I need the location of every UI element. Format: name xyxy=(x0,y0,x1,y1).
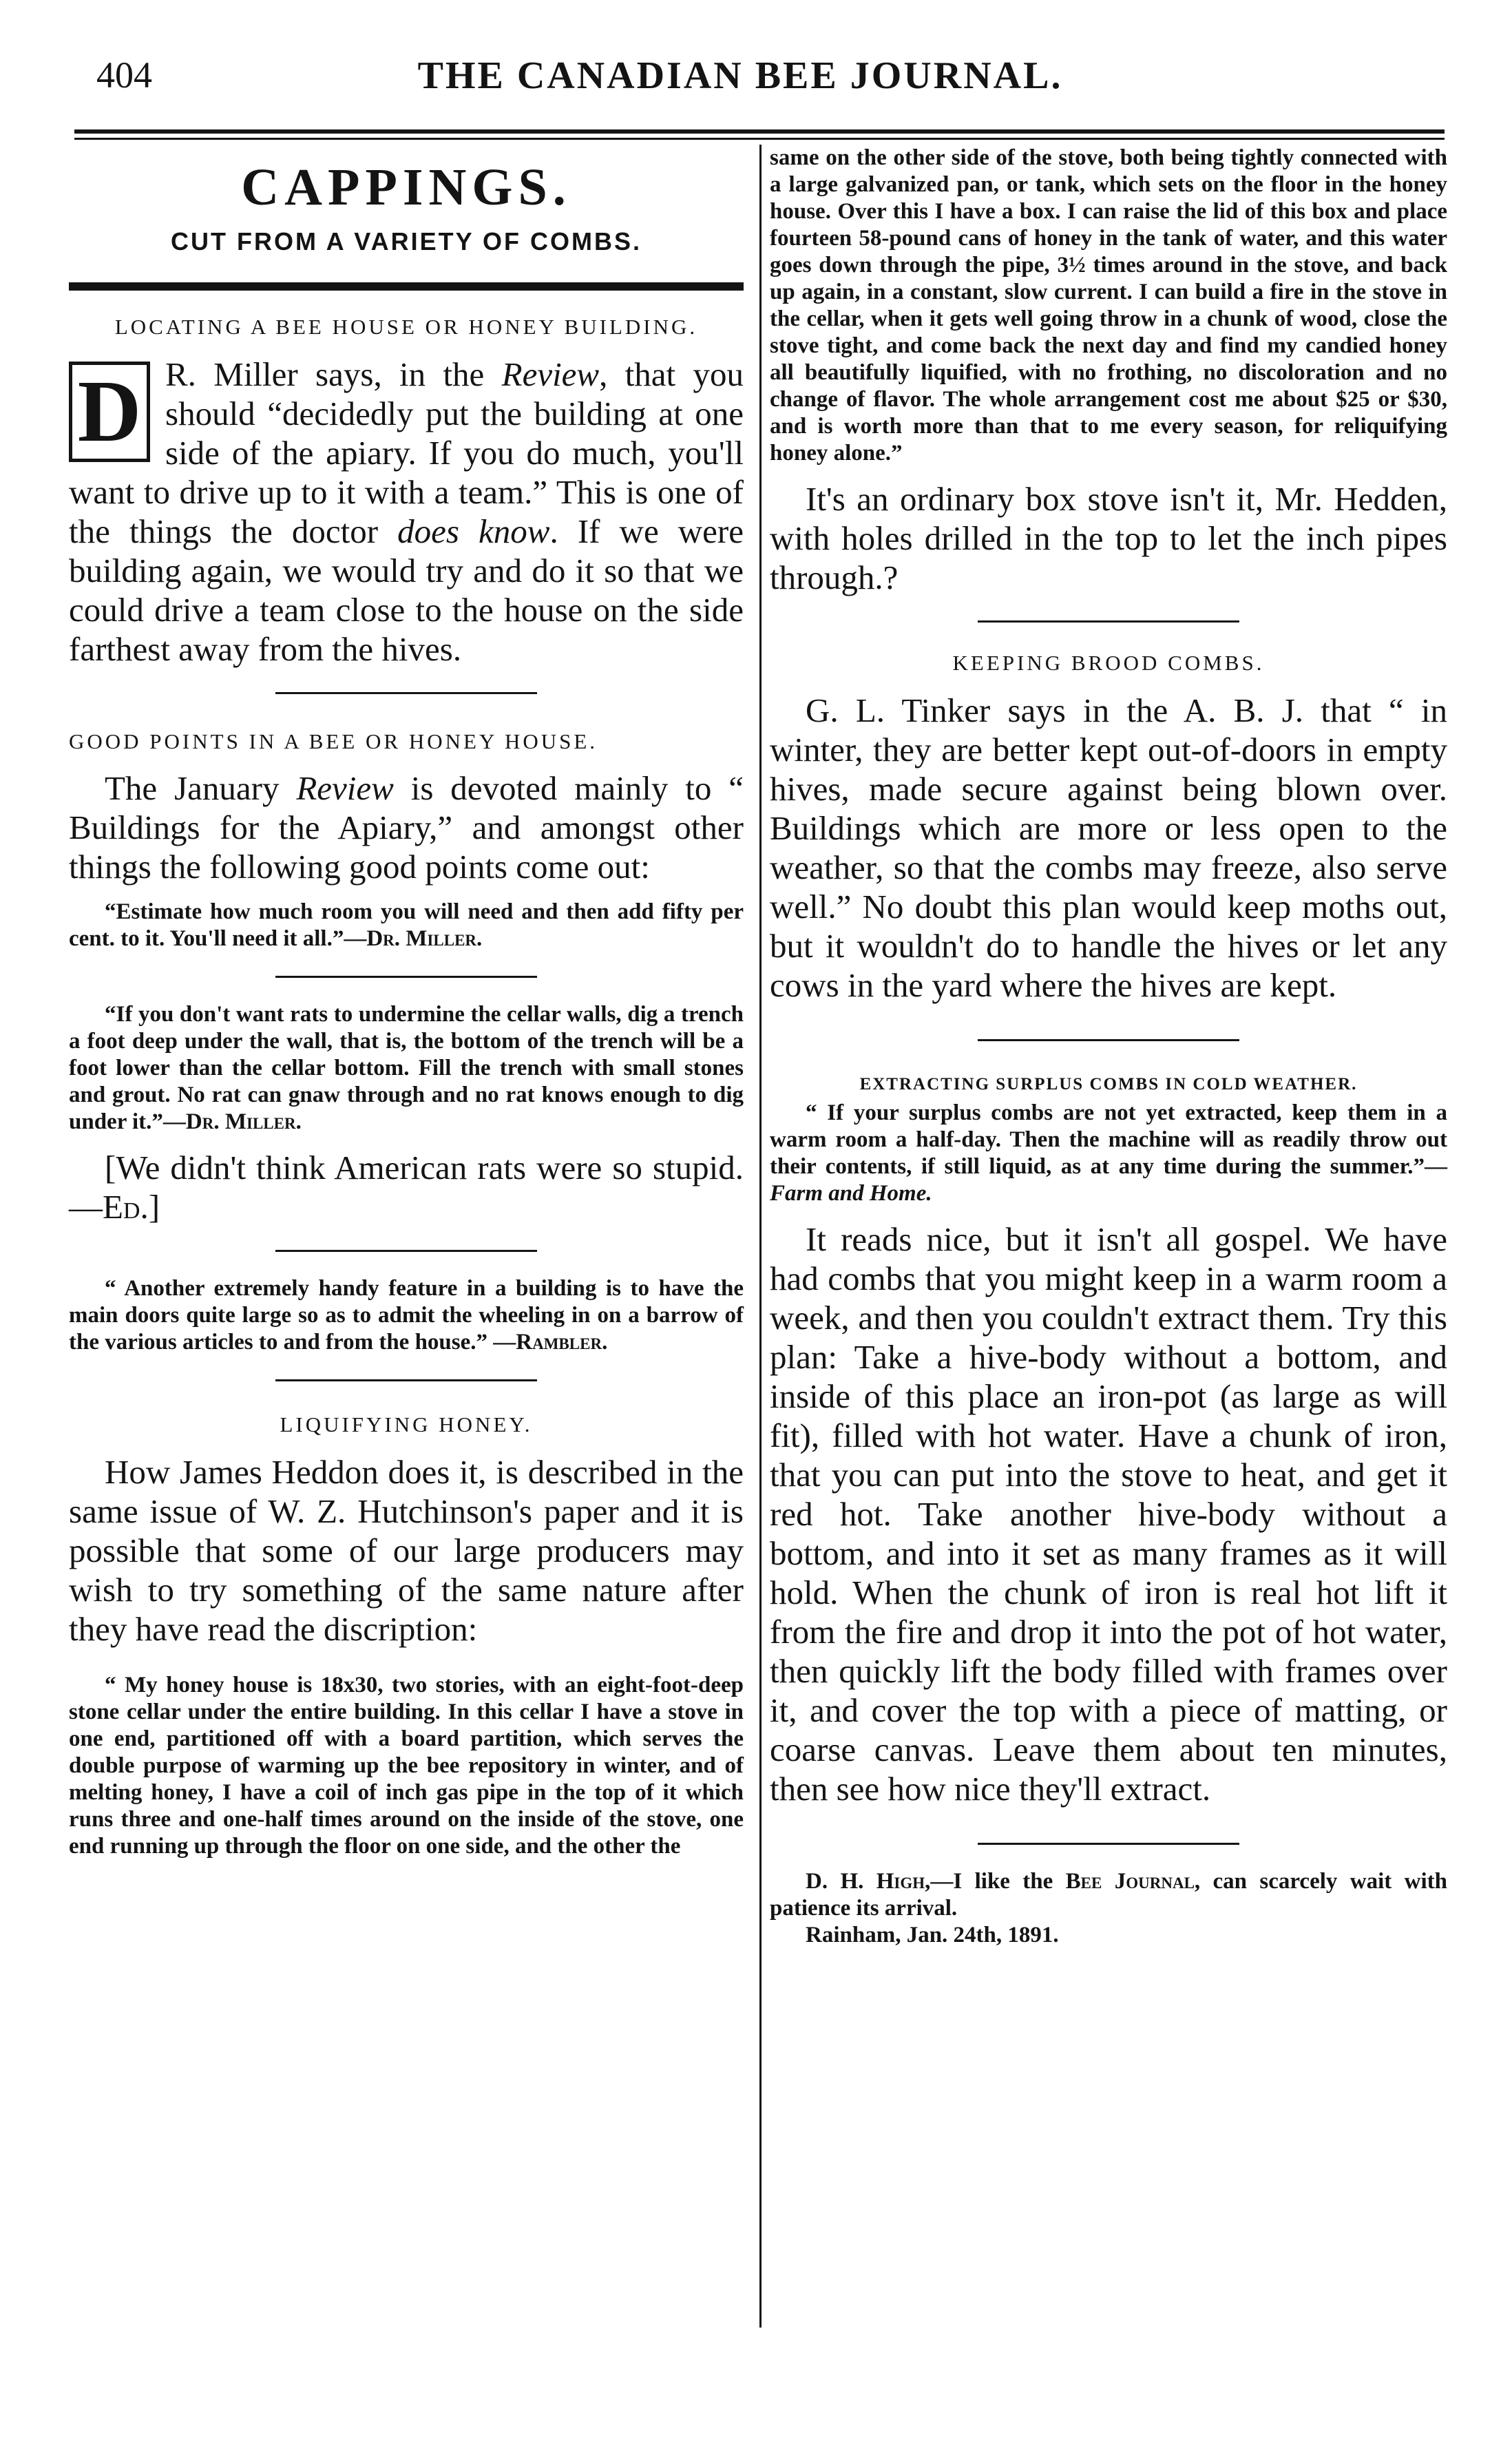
quote-main-doors: “ Another extremely handy feature in a building is to have the main doors quite large so as to admit the wheeling in on a barrow of the various articles to and from the house.” —Rambler. xyxy=(69,1276,744,1355)
header-rule-bottom xyxy=(74,138,1445,140)
page-header xyxy=(55,54,1425,107)
editor-note: [We didn't think American rats were so stupid.—Ed.] xyxy=(69,1149,744,1226)
letter-d-h-high: D. H. High,—I like the Bee Journal, can scarcely wait with patience its arrival. xyxy=(770,1869,1447,1921)
extracting-paragraph: It reads nice, but it isn't all gospel. We have had combs that you might keep in a warm room a week, and then you couldn't extract them. Try this plan: Take a hive-body without a bottom, and inside of this place an iron-pot (as large as will fit), filled with hot water. Have a chunk of iron, that you can put into the stove to heat, and get it red hot. Take another hive-body without a bottom, and into it set as many frames as it will hold. When the chunk of iron is real hot lift it from the fire and drop it into the pot of hot water, then quickly lift the body filled with frames over it, and cover the top with a piece of matting, or coarse canvas. Leave them about ten minutes, then see how nice they'll extract. xyxy=(770,1220,1447,1808)
quote-farm-and-home: “ If your surplus combs are not yet extracted, keep them in a warm room a half-day. Then the machine will as readily throw out their contents, if still liquid, as at any time during the summer.”—Farm and Home. xyxy=(770,1100,1447,1206)
header-rule-top xyxy=(74,129,1445,134)
quote-heddon-honey-house: “ My honey house is 18x30, two stories, with an eight-foot-deep stone cellar under the entire building. In this cellar I have a stove in one end, partitioned off with a board partition, which serves the double purpose of warming up the bee repository in winter, and of melting honey, I have a coil of inch gas pipe in the top of it which runs three and one-half times around on the inside of the stove, one end running up through the floor on one side, and the other the xyxy=(69,1672,744,1859)
locating-text: R. Miller says, in the Review, that you should “decidedly put the building at one side of the apiary. If you do much, you'll want to drive up to it with a team.” This is one of the things the doctor does know. If we were building again, we would try and do it so that we could drive a team close to the house on the side farthest away from the hives. xyxy=(69,355,744,668)
section-heading-brood-combs: KEEPING BROOD COMBS. xyxy=(952,651,1265,675)
section-rule xyxy=(275,692,537,694)
liquifying-intro: How James Heddon does it, is described in the same issue of W. Z. Hutchinson's paper and it is possible that some of our large producers may wish to try something of the same nature after they have read the discription: xyxy=(69,1452,744,1648)
section-rule xyxy=(978,620,1239,623)
box-stove-comment: It's an ordinary box stove isn't it, Mr. Hedden, with holes drilled in the top to let the inch pipes through.? xyxy=(770,480,1447,596)
letter-place-date: Rainham, Jan. 24th, 1891. xyxy=(806,1923,1059,1947)
section-heading-locating: LOCATING A BEE HOUSE OR HONEY BUILDING. xyxy=(114,315,698,339)
quote-heddon-continued: same on the other side of the stove, both being tightly connected with a large galvanized pan, or tank, which sets on the floor in the honey house. Over this I have a box. I can raise the lid of this box and place fourteen 58-pound cans of honey in the tank of water, and this water goes down through the pipe, 3½ times around in the stove, and back up again, in a constant, slow current. I can build a fire in the stove in the cellar, when it gets well going throw in a chunk of wood, close the stove tight, and come back the next day and find my candied honey all beautifully liquified, with no frothing, no discoloration and no change of flavor. The whole arrangement cost me about $25 or $30, and is worth more than that to me every season, for reliquifying honey alone.” xyxy=(770,145,1447,466)
section-rule xyxy=(978,1039,1239,1041)
cappings-title: CAPPINGS. xyxy=(241,158,571,216)
cappings-subtitle: CUT FROM A VARIETY OF COMBS. xyxy=(171,227,642,255)
quote-estimate-room: “Estimate how much room you will need and then add fifty per cent. to it. You'll need it all.”—Dr. Miller. xyxy=(69,899,744,951)
section-rule xyxy=(275,1379,537,1381)
section-heading-extracting: EXTRACTING SURPLUS COMBS IN COLD WEATHER. xyxy=(859,1074,1358,1094)
section-heading-liquifying: LIQUIFYING HONEY. xyxy=(280,1412,533,1436)
left-column xyxy=(69,145,744,1860)
right-column xyxy=(770,145,1447,1949)
locating-paragraph xyxy=(69,355,744,669)
column-divider xyxy=(759,145,762,2328)
page-number: 404 xyxy=(96,54,152,96)
section-heading-good-points: GOOD POINTS IN A BEE OR HONEY HOUSE. xyxy=(69,729,598,753)
brood-combs-paragraph: G. L. Tinker says in the A. B. J. that “ in winter, they are better kept out-of-doors in empty hives, made secure against being blown over. Buildings which are more or less open to the weather, so that the combs may freeze, also serve well.” No doubt this plan would keep moths out, but it wouldn't do to handle the hives or let any cows in the yard where the hives are kept. xyxy=(770,691,1447,1004)
journal-title: THE CANADIAN BEE JOURNAL. xyxy=(417,54,1063,97)
section-rule xyxy=(69,282,744,291)
drop-cap: D xyxy=(69,362,150,462)
quote-rats-cellar: “If you don't want rats to undermine the cellar walls, dig a trench a foot deep under the wall, that is, the bottom of the trench will be a foot lower than the cellar bottom. Fill the trench with small stones and grout. No rat can gnaw through and no rat knows enough to dig under it.”—Dr. Miller. xyxy=(69,1002,744,1134)
good-points-intro: The January Review is devoted mainly to “ Buildings for the Apiary,” and amongst other things the following good points come out: xyxy=(69,769,744,886)
